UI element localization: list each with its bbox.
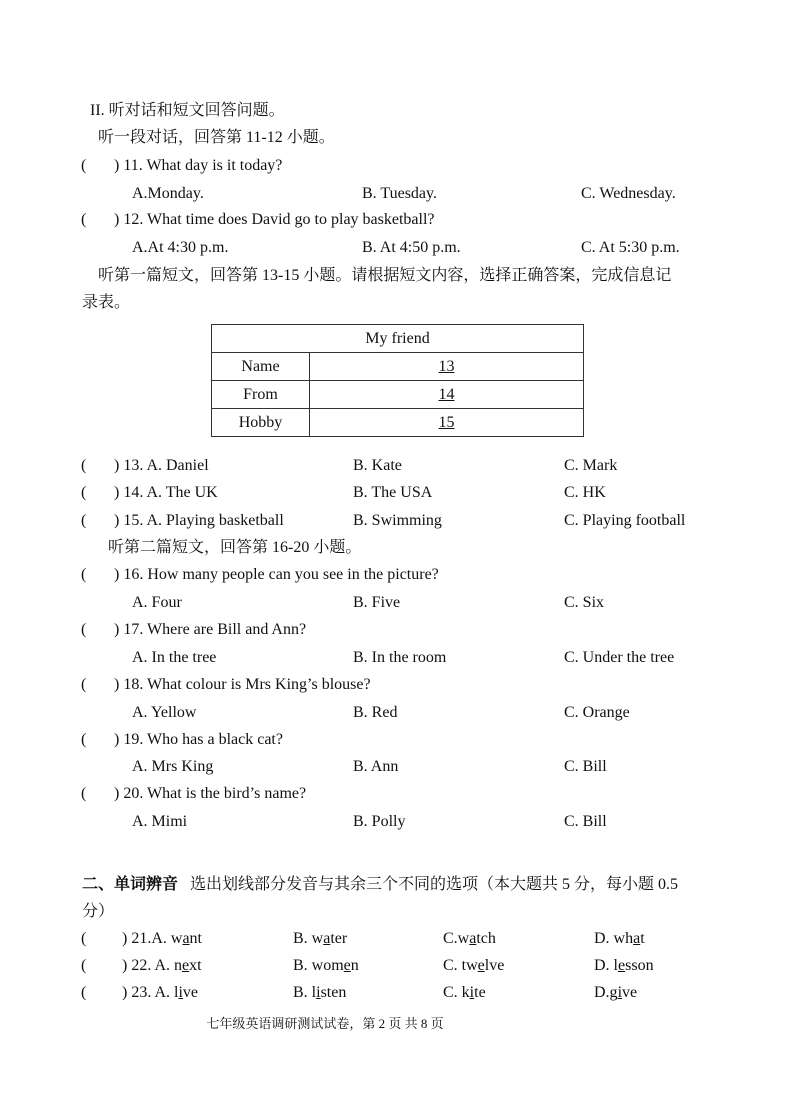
option-18-c: C. Orange [564,704,630,721]
question-14: ) 14. A. The UK [114,484,218,501]
option-13-b: B. Kate [353,457,402,474]
table-label: Hobby [212,409,310,437]
option-12-b: B. At 4:50 p.m. [362,239,461,256]
question-12: ) 12. What time does David go to play basketball? [114,211,435,228]
option-11-c: C. Wednesday. [581,185,676,202]
dialogue-intro: 听一段对话，回答第 11-12 小题。 [98,129,335,146]
option-20-c: C. Bill [564,813,607,830]
part2-instruction [82,875,678,895]
question-20: ) 20. What is the bird’s name? [114,785,307,802]
option-23-b: B. listen [293,984,347,1001]
option-14-b: B. The USA [353,484,433,501]
answer-paren: ( [81,566,87,583]
option-16-b: B. Five [353,594,401,611]
answer-paren: ( [81,984,87,1001]
option-12-c: C. At 5:30 p.m. [581,239,680,256]
option-23-d: D.give [594,984,638,1001]
option-16-a: A. Four [132,594,182,611]
option-14-c: C. HK [564,484,606,501]
answer-paren: ( [81,211,87,228]
option-13-c: C. Mark [564,457,618,474]
section-heading: II. 听对话和短文回答问题。 [90,102,285,119]
question-11: ) 11. What day is it today? [114,157,283,174]
option-17-b: B. In the room [353,649,447,666]
answer-paren: ( [81,457,87,474]
option-12-a: A.At 4:30 p.m. [132,239,229,256]
question-15: ) 15. A. Playing basketball [114,512,284,529]
option-20-b: B. Polly [353,813,406,830]
question-13: ) 13. A. Daniel [114,457,209,474]
option-22-b: B. women [293,957,359,974]
option-16-c: C. Six [564,594,605,611]
answer-paren: ( [81,621,87,638]
option-21-d: D. what [594,930,645,947]
option-17-c: C. Under the tree [564,649,675,666]
part2-instruction-cont: 分） [82,903,115,920]
question-21: ) 21.A. want [122,930,202,947]
question-18: ) 18. What colour is Mrs King’s blouse? [114,676,371,693]
part2-instruction-text: 选出划线部分发音与其余三个不同的选项（本大题共 5 分，每小题 0.5 [190,876,679,893]
answer-paren: ( [81,731,87,748]
table-title: My friend [212,325,584,353]
question-17: ) 17. Where are Bill and Ann? [114,621,307,638]
answer-paren: ( [81,785,87,802]
answer-paren: ( [81,957,87,974]
option-15-b: B. Swimming [353,512,442,529]
answer-paren: ( [81,930,87,947]
table-row [212,381,584,409]
table-row [212,409,584,437]
option-17-a: A. In the tree [132,649,217,666]
table-label: Name [212,353,310,381]
option-22-c: C. twelve [443,957,505,974]
option-18-b: B. Red [353,704,398,721]
table-blank[interactable]: 15 [438,413,455,431]
table-row [212,353,584,381]
part2-title: 二、单词辨音 [82,876,179,893]
question-22: ) 22. A. next [122,957,202,974]
option-19-b: B. Ann [353,758,399,775]
option-21-b: B. water [293,930,348,947]
table-label: From [212,381,310,409]
option-15-c: C. Playing football [564,512,686,529]
option-11-b: B. Tuesday. [362,185,437,202]
passage2-intro: 听第二篇短文，回答第 16-20 小题。 [108,539,362,556]
page-footer: 七年级英语调研测试试卷，第 2 页 共 8 页 [206,1016,444,1031]
option-22-d: D. lesson [594,957,654,974]
question-16: ) 16. How many people can you see in the picture? [114,566,439,583]
answer-paren: ( [81,512,87,529]
answer-paren: ( [81,676,87,693]
option-18-a: A. Yellow [132,704,197,721]
passage1-intro-cont: 录表。 [82,294,131,311]
option-11-a: A.Monday. [132,185,204,202]
option-19-c: C. Bill [564,758,607,775]
question-19: ) 19. Who has a black cat? [114,731,283,748]
table-blank[interactable]: 13 [438,357,455,375]
question-23: ) 23. A. live [122,984,199,1001]
passage1-intro: 听第一篇短文，回答第 13-15 小题。请根据短文内容，选择正确答案，完成信息记 [98,267,672,284]
answer-paren: ( [81,157,87,174]
table-blank[interactable]: 14 [438,385,455,403]
option-20-a: A. Mimi [132,813,188,830]
answer-paren: ( [81,484,87,501]
option-21-c: C.watch [443,930,496,947]
info-table [211,324,584,437]
option-19-a: A. Mrs King [132,758,214,775]
option-23-c: C. kite [443,984,486,1001]
